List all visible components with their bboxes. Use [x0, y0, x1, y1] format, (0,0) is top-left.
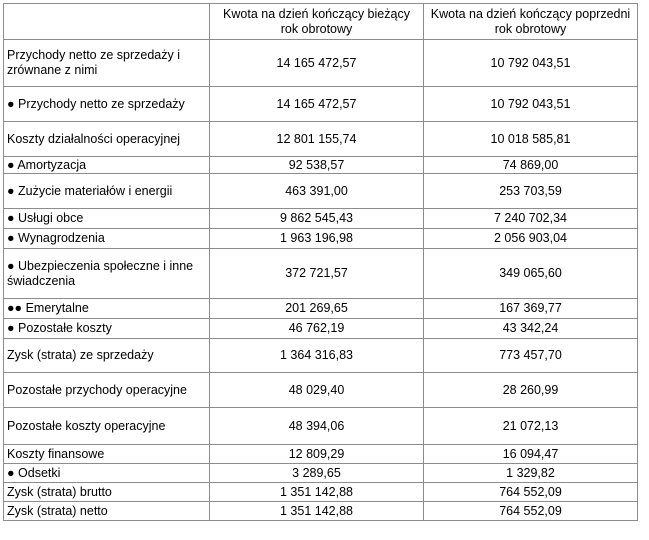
row-label: ● Przychody netto ze sprzedaży — [4, 87, 210, 122]
table-row — [4, 319, 638, 339]
previous-year-value: 74 869,00 — [424, 157, 638, 174]
table-row — [4, 174, 638, 209]
row-label: Przychody netto ze sprzedaży i zrównane z nimi — [4, 40, 210, 87]
row-label: Koszty działalności operacyjnej — [4, 122, 210, 157]
current-year-value: 12 801 155,74 — [210, 122, 424, 157]
current-year-value: 48 029,40 — [210, 373, 424, 408]
row-label: ● Amortyzacja — [4, 157, 210, 174]
previous-year-value: 349 065,60 — [424, 249, 638, 299]
table-header-row — [4, 4, 638, 40]
previous-year-value: 7 240 702,34 — [424, 209, 638, 229]
previous-year-value: 764 552,09 — [424, 483, 638, 502]
current-year-value: 48 394,06 — [210, 408, 424, 445]
previous-year-value: 10 792 043,51 — [424, 40, 638, 87]
row-label: Pozostałe koszty operacyjne — [4, 408, 210, 445]
row-label: Zysk (strata) brutto — [4, 483, 210, 502]
header-label-cell — [4, 4, 210, 40]
table-row — [4, 373, 638, 408]
row-label: Zysk (strata) netto — [4, 502, 210, 521]
previous-year-value: 167 369,77 — [424, 299, 638, 319]
current-year-value: 372 721,57 — [210, 249, 424, 299]
table-row — [4, 464, 638, 483]
previous-year-value: 10 018 585,81 — [424, 122, 638, 157]
previous-year-value: 1 329,82 — [424, 464, 638, 483]
row-label: Koszty finansowe — [4, 445, 210, 464]
table-row — [4, 87, 638, 122]
current-year-value: 9 862 545,43 — [210, 209, 424, 229]
previous-year-value: 10 792 043,51 — [424, 87, 638, 122]
table-row — [4, 122, 638, 157]
table-row — [4, 408, 638, 445]
row-label: Zysk (strata) ze sprzedaży — [4, 339, 210, 373]
current-year-value: 1 963 196,98 — [210, 229, 424, 249]
table-row — [4, 502, 638, 521]
financial-table — [3, 3, 638, 521]
current-year-value: 1 364 316,83 — [210, 339, 424, 373]
table-row — [4, 445, 638, 464]
current-year-value: 463 391,00 — [210, 174, 424, 209]
current-year-value: 46 762,19 — [210, 319, 424, 339]
table-row — [4, 209, 638, 229]
row-label: ● Ubezpieczenia społeczne i inne świadczenia — [4, 249, 210, 299]
table-body — [4, 40, 638, 521]
row-label: ● Odsetki — [4, 464, 210, 483]
row-label: Pozostałe przychody operacyjne — [4, 373, 210, 408]
previous-year-value: 764 552,09 — [424, 502, 638, 521]
row-label: ● Usługi obce — [4, 209, 210, 229]
row-label: ●● Emerytalne — [4, 299, 210, 319]
table-row — [4, 249, 638, 299]
current-year-value: 1 351 142,88 — [210, 483, 424, 502]
row-label: ● Wynagrodzenia — [4, 229, 210, 249]
table-row — [4, 339, 638, 373]
table-row — [4, 40, 638, 87]
current-year-value: 14 165 472,57 — [210, 40, 424, 87]
table-row — [4, 229, 638, 249]
previous-year-value: 43 342,24 — [424, 319, 638, 339]
row-label: ● Zużycie materiałów i energii — [4, 174, 210, 209]
previous-year-value: 253 703,59 — [424, 174, 638, 209]
previous-year-value: 21 072,13 — [424, 408, 638, 445]
previous-year-value: 2 056 903,04 — [424, 229, 638, 249]
table-row — [4, 157, 638, 174]
header-previous-year: Kwota na dzień kończący poprzedni rok obrotowy — [424, 4, 638, 40]
current-year-value: 14 165 472,57 — [210, 87, 424, 122]
table-row — [4, 299, 638, 319]
row-label: ● Pozostałe koszty — [4, 319, 210, 339]
header-current-year: Kwota na dzień kończący bieżący rok obrotowy — [210, 4, 424, 40]
table-row — [4, 483, 638, 502]
previous-year-value: 773 457,70 — [424, 339, 638, 373]
current-year-value: 12 809,29 — [210, 445, 424, 464]
current-year-value: 201 269,65 — [210, 299, 424, 319]
previous-year-value: 16 094,47 — [424, 445, 638, 464]
previous-year-value: 28 260,99 — [424, 373, 638, 408]
current-year-value: 1 351 142,88 — [210, 502, 424, 521]
current-year-value: 3 289,65 — [210, 464, 424, 483]
current-year-value: 92 538,57 — [210, 157, 424, 174]
